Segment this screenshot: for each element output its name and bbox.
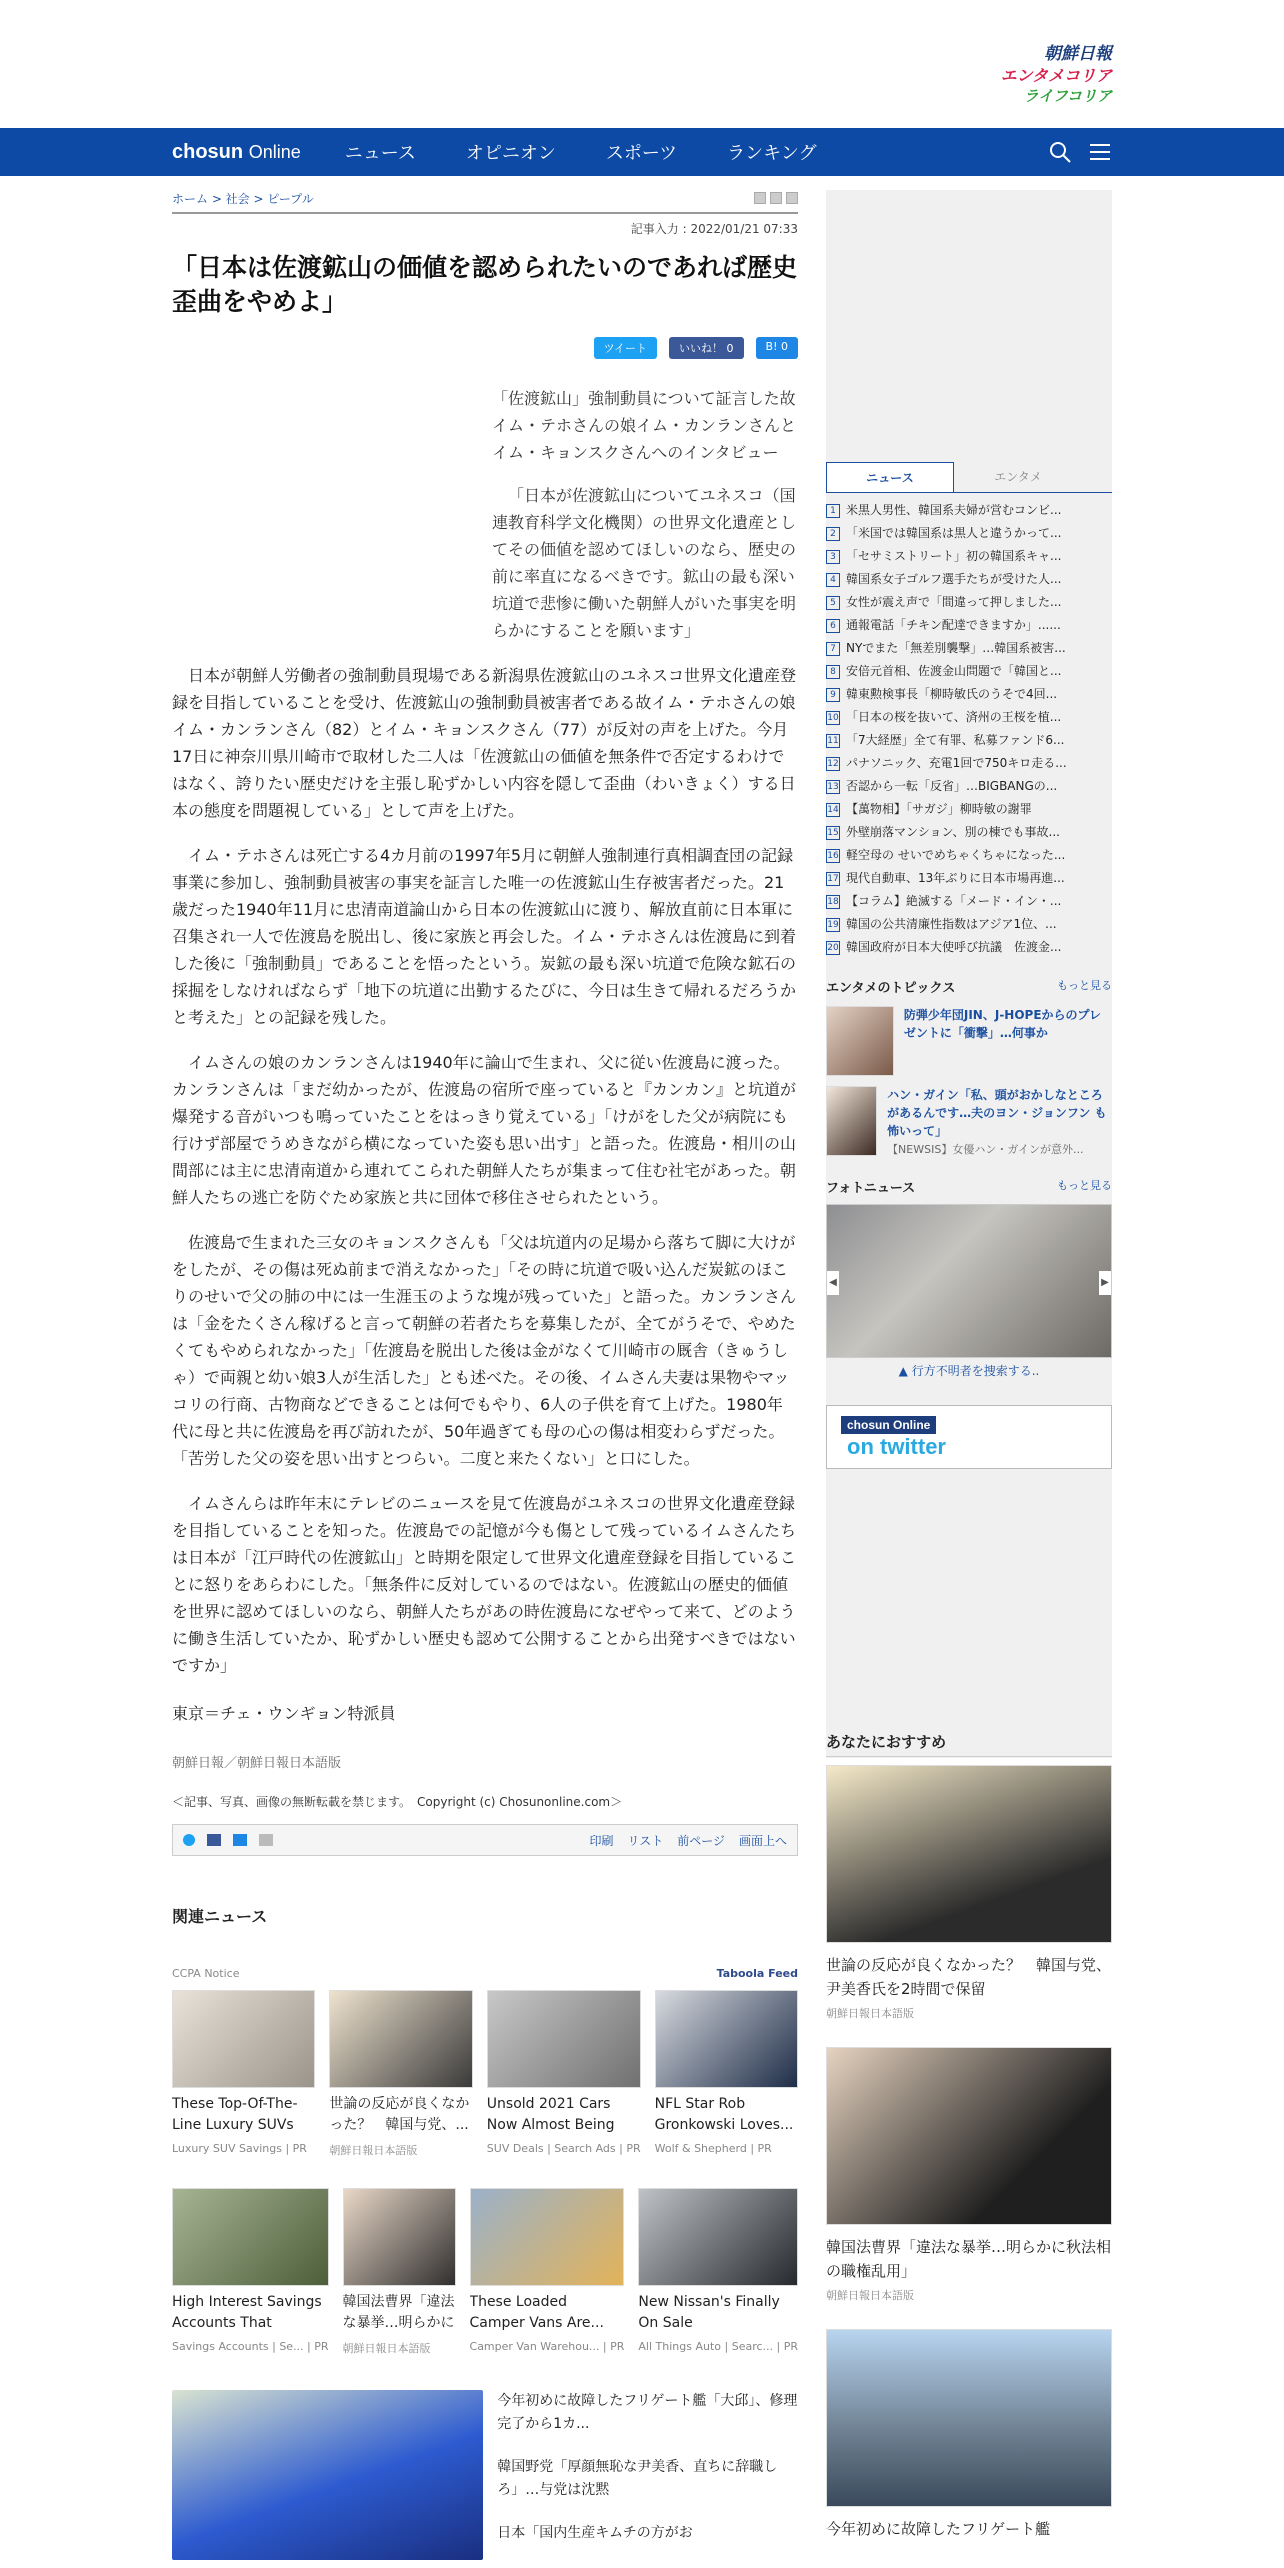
ranking-item[interactable]: 11 「7大経歴」全て有罪、私募ファンド6... bbox=[827, 733, 1065, 747]
article-author: 東京＝チェ・ウンギョン特派員 bbox=[172, 1704, 396, 1723]
ranking-item[interactable]: 3 「セサミストリート」初の韓国系キャ... bbox=[826, 545, 1112, 568]
brand-entame-link[interactable]: エンタメコリア bbox=[1000, 66, 1112, 85]
twitter-banner[interactable] bbox=[826, 1405, 1112, 1469]
recommend-source: 朝鮮日報日本語版 bbox=[826, 2289, 914, 2302]
card-source: 朝鮮日報日本語版 bbox=[342, 2342, 431, 2355]
card-title: These Top-Of-The-Line Luxury SUVs bbox=[172, 2096, 298, 2133]
facebook-like-button[interactable]: いいね！ 0 bbox=[669, 337, 744, 359]
facebook-icon[interactable] bbox=[207, 1834, 221, 1846]
main-nav bbox=[0, 128, 1284, 176]
entame-topics-title: エンタメのトピックス bbox=[826, 981, 956, 996]
ranking-item[interactable]: 7 NYでまた「無差別襲撃」…韓国系被害... bbox=[826, 637, 1112, 660]
card-source: 朝鮮日報日本語版 bbox=[329, 2144, 418, 2157]
article-pull-quote: 「日本が佐渡鉱山についてユネスコ（国連教育科学文化機関）の世界文化遺産としてその価値を認めてほしいのなら、歴史の前に率直になるべきです。鉱山の最も深い坑道で悲惨に働いた朝鮮人がいた事実を明らかにすることを願います」 bbox=[492, 486, 797, 640]
card-image bbox=[172, 1990, 315, 2088]
card-image bbox=[329, 1990, 472, 2088]
tweet-button[interactable]: ツイート bbox=[594, 337, 657, 359]
chevron-right-icon[interactable]: ▶ bbox=[1099, 1271, 1111, 1295]
nav-sports[interactable]: スポーツ bbox=[605, 143, 678, 164]
ranking-tabs bbox=[826, 462, 1112, 493]
taboola-logo[interactable]: Taboola Feed bbox=[716, 1967, 798, 1980]
entame-topics-header bbox=[826, 977, 1112, 996]
ranking-item[interactable]: 4 韓国系女子ゴルフ選手たちが受けた人... bbox=[826, 568, 1112, 591]
recommend-title: あなたにおすすめ bbox=[826, 1731, 1112, 1757]
related-card[interactable] bbox=[655, 1990, 798, 2158]
related-card[interactable] bbox=[470, 2188, 625, 2356]
entame-summary: 【NEWSIS】女優ハン・ガインが意外... bbox=[887, 1143, 1084, 1156]
ranking-item[interactable]: 8 安倍元首相、佐渡金山問題で「韓国と... bbox=[826, 660, 1112, 683]
photo-news-header bbox=[826, 1177, 1112, 1196]
feature-link[interactable]: 日本「国内生産キムチの方がお bbox=[497, 2525, 693, 2541]
recommend-title-text: 韓国法曹界「違法な暴挙…明らかに秋法相の職権乱用」 bbox=[826, 2238, 1112, 2280]
page-top-link[interactable]: 画面上へ bbox=[738, 1833, 787, 1848]
ranking-item[interactable]: 14 【萬物相】「サガジ」柳時敏の謝罪 bbox=[827, 802, 1032, 816]
brand-life-link[interactable]: ライフコリア bbox=[1023, 87, 1112, 105]
recommend-item[interactable] bbox=[826, 2329, 1112, 2541]
card-title: 韓国法曹界「違法な暴挙…明らかに bbox=[342, 2294, 455, 2331]
card-image bbox=[638, 2188, 798, 2286]
photo-caption[interactable]: ▲ 行方不明者を捜索する.. bbox=[898, 1364, 1040, 1378]
ccpa-notice-link[interactable]: CCPA Notice bbox=[172, 1967, 240, 1980]
card-image bbox=[172, 2188, 329, 2286]
ranking-item[interactable]: 1 米黒人男性、韓国系夫婦が営むコンビ... bbox=[826, 499, 1112, 522]
card-image bbox=[343, 2188, 456, 2286]
entame-title: ハン・ガイン「私、頭がおかしなところがあるんです…夫のヨン・ジョンフン も怖いって」 bbox=[887, 1088, 1107, 1138]
bookmark-icon[interactable] bbox=[259, 1834, 273, 1846]
photo-news-image[interactable] bbox=[826, 1204, 1112, 1358]
card-source: Wolf & Shepherd | PR bbox=[654, 2142, 772, 2155]
twitter-banner-brand: chosun Online bbox=[841, 1416, 936, 1434]
search-icon[interactable] bbox=[1048, 140, 1072, 164]
article-column bbox=[172, 176, 798, 2565]
brand-links bbox=[1001, 44, 1112, 107]
nav-news[interactable]: ニュース bbox=[344, 143, 416, 164]
article-paragraph: 日本が朝鮮人労働者の強制動員現場である新潟県佐渡鉱山のユネスコ世界文化遺産登録を目指していることを受け、佐渡鉱山の強制動員被害者である故イム・テホさんの娘イム・カンランさん（82）とイム・キョンスクさん（77）が反対の声を上げた。今月17日に神奈川県川崎市で取材した二人は「佐渡鉱山の価値を無条件で否定するわけではなく、誇りたい歴史だけを主張し恥ずかしい内容を隠して歪曲（わいきょく）する日本の態度を問題視している」として声を上げた。 bbox=[172, 666, 797, 820]
feature-list bbox=[497, 2390, 798, 2565]
recommend-source: 朝鮮日報日本語版 bbox=[826, 2007, 914, 2020]
related-card[interactable] bbox=[172, 1990, 315, 2158]
card-source: Camper Van Warehou... | PR bbox=[469, 2340, 625, 2353]
print-icon[interactable] bbox=[786, 192, 798, 204]
ranking-item[interactable]: 19 韓国の公共清廉性指数はアジア1位、... bbox=[827, 917, 1057, 931]
ranking-item[interactable]: 18 【コラム】絶滅する「メード・イン・... bbox=[827, 894, 1062, 908]
related-card[interactable] bbox=[487, 1990, 641, 2158]
photo-news-title: フォトニュース bbox=[826, 1181, 916, 1196]
feature-block bbox=[172, 2390, 798, 2565]
card-title: 世論の反応が良くなかった？ 韓国与党、... bbox=[329, 2096, 470, 2133]
article-toolbar bbox=[172, 1824, 798, 1856]
ranking-item[interactable]: 12 パナソニック、充電1回で750キロ走る... bbox=[827, 756, 1067, 770]
nav-opinion[interactable]: オピニオン bbox=[465, 143, 556, 164]
ranking-item[interactable]: 16 軽空母の せいでめちゃくちゃになった... bbox=[827, 848, 1066, 862]
hatena-bookmark-button[interactable]: B! 0 bbox=[756, 337, 798, 359]
tab-entame[interactable]: エンタメ bbox=[994, 470, 1042, 484]
share-buttons bbox=[172, 337, 798, 359]
menu-icon[interactable] bbox=[1088, 140, 1112, 164]
article-date: 記事入力 : 2022/01/21 07:33 bbox=[630, 222, 798, 236]
divider bbox=[172, 212, 798, 214]
recommend-image bbox=[826, 2329, 1112, 2507]
related-card[interactable] bbox=[172, 2188, 329, 2356]
ranking-list bbox=[826, 499, 1112, 959]
twitter-icon[interactable] bbox=[183, 1834, 195, 1846]
ranking-item[interactable]: 17 現代自動車、13年ぶりに日本市場再進... bbox=[827, 871, 1065, 885]
card-title: These Loaded Camper Vans Are... bbox=[469, 2294, 604, 2331]
card-source: All Things Auto | Searc... | PR bbox=[638, 2340, 798, 2353]
ranking-item[interactable]: 5 女性が震え声で「間違って押しました... bbox=[826, 591, 1112, 614]
entame-item[interactable] bbox=[826, 1006, 1112, 1076]
ranking-item[interactable]: 10 「日本の桜を抜いて、済州の王桜を植... bbox=[827, 710, 1062, 724]
twitter-banner-text: on twitter bbox=[847, 1434, 946, 1459]
feature-link[interactable]: 今年初めに故障したフリゲート艦「大邱」、修理完了から1カ... bbox=[497, 2393, 798, 2432]
ranking-item[interactable]: 2 「米国では韓国系は黒人と違うかって... bbox=[826, 522, 1112, 545]
related-news-title: 関連ニュース bbox=[172, 1907, 268, 1926]
nav-ranking[interactable]: ランキング bbox=[727, 143, 817, 164]
card-title: Unsold 2021 Cars Now Almost Being bbox=[486, 2096, 615, 2133]
card-title: NFL Star Rob Gronkowski Loves... bbox=[654, 2096, 794, 2133]
print-link[interactable]: 印刷 bbox=[589, 1833, 614, 1848]
card-title: High Interest Savings Accounts That bbox=[172, 2294, 322, 2331]
ranking-item[interactable]: 15 外壁崩落マンション、別の棟でも事故... bbox=[827, 825, 1060, 839]
related-card[interactable] bbox=[329, 1990, 472, 2158]
taboola-header bbox=[172, 1967, 798, 1980]
related-grid-row-1 bbox=[172, 1990, 798, 2158]
entame-item[interactable] bbox=[826, 1086, 1112, 1159]
list-link[interactable]: リスト bbox=[627, 1833, 664, 1848]
related-card[interactable] bbox=[343, 2188, 456, 2356]
entame-thumb bbox=[826, 1086, 877, 1156]
entame-title: 防弾少年団JIN、J-HOPEからのプレゼントに「衝撃」…何事か bbox=[903, 1008, 1102, 1040]
recommend-image bbox=[826, 1765, 1112, 1943]
chevron-left-icon[interactable]: ◀ bbox=[827, 1271, 839, 1295]
font-size-controls bbox=[754, 192, 798, 204]
breadcrumb[interactable]: ホーム > 社会 > ピープル bbox=[172, 192, 314, 206]
feature-image[interactable] bbox=[172, 2390, 483, 2560]
photo-more-link[interactable]: もっと見る bbox=[1057, 1179, 1112, 1192]
article-headline: 「日本は佐渡鉱山の価値を認められたいのであれば歴史歪曲をやめよ」 bbox=[172, 253, 798, 316]
card-source: Luxury SUV Savings | PR bbox=[172, 2142, 307, 2155]
recommend-title-text: 世論の反応が良くなかった？ 韓国与党、尹美香氏を2時間で保留 bbox=[826, 1956, 1112, 1998]
card-title: New Nissan's Finally On Sale bbox=[638, 2294, 780, 2331]
feature-link[interactable]: 韓国野党「厚顔無恥な尹美香、直ちに辞職しろ」…与党は沈黙 bbox=[497, 2459, 778, 2498]
related-grid-row-2 bbox=[172, 2188, 798, 2356]
card-image bbox=[470, 2188, 625, 2286]
tab-news[interactable]: ニュース bbox=[826, 462, 954, 492]
entame-more-link[interactable]: もっと見る bbox=[1057, 979, 1112, 992]
ranking-item[interactable]: 9 韓東勲検事長「柳時敏氏のうそで4回... bbox=[826, 683, 1112, 706]
site-logo[interactable]: chosun Online bbox=[172, 140, 301, 163]
card-image bbox=[655, 1990, 798, 2088]
card-image bbox=[487, 1990, 641, 2088]
entame-thumb bbox=[826, 1006, 894, 1076]
article-paragraph: 佐渡島で生まれた三女のキョンスクさんも「父は坑道内の足場から落ちて脚に大けがをしたが、その傷は死ぬ前まで消えなかった」「その時に坑道で吸い込んだ炭鉱のほこりのせいで父の肺の中には一生涯玉のような塊が残っていた」と語った。カンランさんは「金をたくさん稼げると言って朝鮮の若者たちを募集したが、全てがうそで、やめたくてもやめられなかった」「佐渡島を脱出した後は金がなくて川崎市の厩舎（きゅうしゃ）で両親と幼い娘3人が生活した」とも述べた。その後、イムさん夫妻は果物やマッコリの行商、古物商などできることは何でもやり、6人の子供を育て上げた。1980年代に母と共に佐渡島を再び訪れたが、50年過ぎても母の心の傷は相変わらずだった。「苦労した父の姿を思い出すとつらい。二度と来たくない」と口にした。 bbox=[172, 1233, 797, 1468]
recommend-title-text: 今年初めに故障したフリゲート艦 bbox=[826, 2520, 1051, 2538]
related-card[interactable] bbox=[638, 2188, 798, 2356]
article-source: 朝鮮日報／朝鮮日報日本語版 bbox=[172, 1756, 342, 1771]
article-paragraph: イム・テホさんは死亡する4カ月前の1997年5月に朝鮮人強制連行真相調査団の記録事業に参加し、強制動員被害の事実を証言した唯一の佐渡鉱山生存被害者だった。21歳だった1940年11月に忠清南道論山から日本の佐渡鉱山に渡り、解放直前に日本軍に召集され一人で佐渡島を脱出し、後に家族と再会した。イム・テホさんは佐渡島に到着した後に「強制動員」であることを悟ったという。炭鉱の最も深い坑道で危険な鉱石の採掘をしなければならず「地下の坑道に出勤するたびに、今日は生きて帰れるだろうかと考えた」との記録を残した。 bbox=[172, 846, 797, 1027]
font-large-icon[interactable] bbox=[770, 192, 782, 204]
recommend-image bbox=[826, 2047, 1112, 2225]
recommend-item[interactable] bbox=[826, 1765, 1112, 2021]
card-source: SUV Deals | Search Ads | PR bbox=[486, 2142, 641, 2155]
prev-page-link[interactable]: 前ページ bbox=[677, 1833, 725, 1848]
copyright-notice: ＜記事、写真、画像の無断転載を禁じます。 Copyright (c) Chosunonline.com＞ bbox=[172, 1795, 623, 1809]
recommend-item[interactable] bbox=[826, 2047, 1112, 2303]
ranking-item[interactable]: 13 否認から一転「反省」…BIGBANGの... bbox=[827, 779, 1058, 793]
top-header bbox=[0, 0, 1284, 128]
sidebar bbox=[826, 190, 1112, 2541]
font-small-icon[interactable] bbox=[754, 192, 766, 204]
article-paragraph: イムさんらは昨年末にテレビのニュースを見て佐渡島がユネスコの世界文化遺産登録を目指していることを知った。佐渡島での記憶が今も傷として残っているイムさんたちは日本が「江戸時代の佐渡鉱山」と時期を限定して世界文化遺産登録を目指していることに怒りをあらわにした。「無条件に反対しているのではない。佐渡鉱山の歴史的価値を世界に認めてほしいのなら、朝鮮人たちがあの時佐渡島になぜやって来て、どのように働き生活していたか、恥ずかしい歴史も認めて公開することから出発すべきではないですか」 bbox=[172, 1494, 797, 1675]
card-source: Savings Accounts | Se... | PR bbox=[172, 2340, 329, 2353]
hatena-icon[interactable] bbox=[233, 1834, 247, 1846]
article-paragraph: イムさんの娘のカンランさんは1940年に論山で生まれ、父に従い佐渡島に渡った。カンランさんは「まだ幼かったが、佐渡島の宿所で座っていると『カンカン』と坑道が爆発する音がいつも鳴っていたことをはっきり覚えている」「けがをした父が病院にも行けず部屋でうめきながら横になっていた姿も思い出す」と語った。佐渡島・相川の山間部には主に忠清南道から連れてこられた朝鮮人たちが集まって住む社宅があった。朝鮮人たちの逃亡を防ぐため家族と共に団体で移住させられたという。 bbox=[172, 1053, 797, 1207]
article-lead: 「佐渡鉱山」強制動員について証言した故イム・テホさんの娘イム・カンランさんとイム・キョンスクさんへのインタビュー bbox=[492, 389, 797, 462]
ranking-item[interactable]: 6 通報電話「チキン配達できますか」...... bbox=[826, 614, 1112, 637]
brand-chosun-link[interactable]: 朝鮮日報 bbox=[1044, 44, 1112, 64]
ranking-item[interactable]: 20 韓国政府が日本大使呼び抗議 佐渡金... bbox=[827, 940, 1062, 954]
